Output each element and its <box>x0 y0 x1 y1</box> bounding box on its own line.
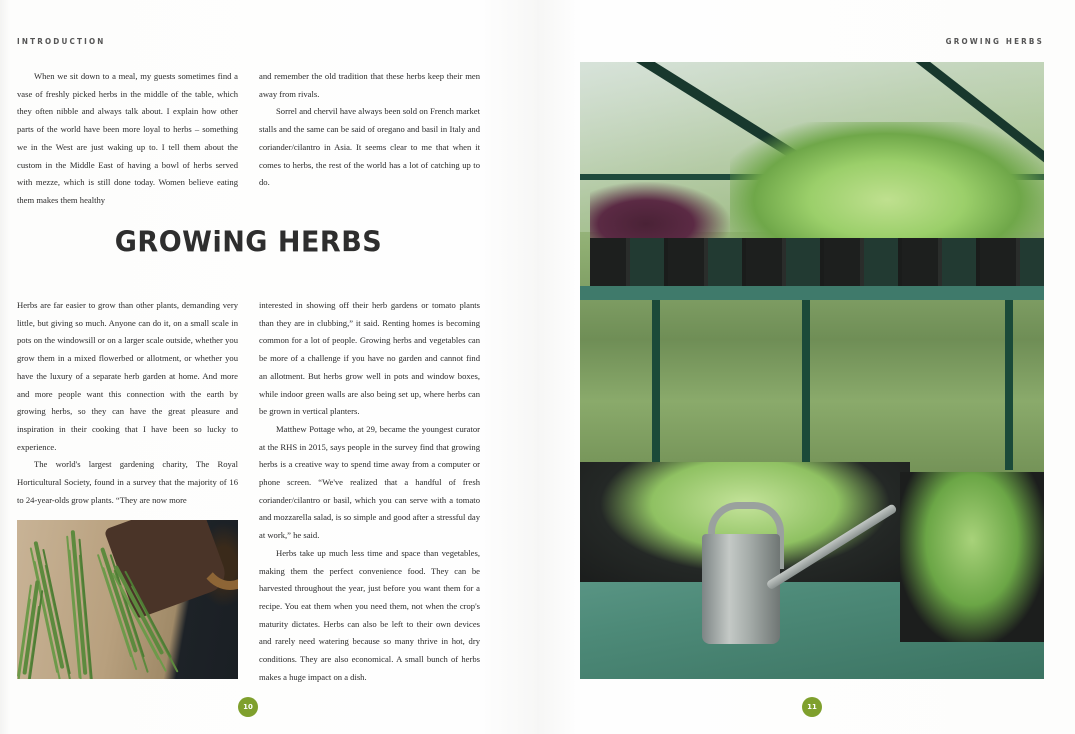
paragraph: Herbs are far easier to grow than other plants, demanding very little, but giving so much. Anyone can do it, on a small scale in pots on the windowsill or on a larger scale outside, whether you grow them in a mixed flowerbed or allotment, or whether you have the luxury of a separate herb garden at home. And more and more people want this connection with the earth by growing herbs, so they can have the great pleasure and inspiration in their cooking that I have been so lucky to experience. <box>17 300 238 452</box>
greenhouse-photo <box>580 62 1044 679</box>
green-herb-plants <box>730 122 1044 252</box>
greenhouse-frame-post <box>1005 300 1013 470</box>
intro-column-1 <box>17 68 238 210</box>
watering-can <box>702 534 780 644</box>
rosemary-sprig <box>34 541 65 669</box>
paragraph: Herbs take up much less time and space than vegetables, making them the perfect convenience food. They can be harvested throughout the year, just before you want them for a recipe. You eat them when you need them, not when the crop's maturity dictates. Herbs can also be left to their own devices and rarely need watering because so many thrive in hot, dry conditions. They are also economical. A small bunch of herbs makes a huge impact on a dish. <box>259 547 480 682</box>
rosemary-sprig <box>71 530 88 675</box>
page-number-badge-left: 10 <box>238 697 258 717</box>
section-heading: GROWiNG HERBS <box>114 226 383 259</box>
running-head-right: GROWING HERBS <box>945 37 1044 46</box>
body-column-2 <box>259 297 480 686</box>
body-column-1 <box>17 297 238 509</box>
upper-shelf-pots <box>590 238 1044 290</box>
paragraph: When we sit down to a meal, my guests sometimes find a vase of freshly picked herbs in the middle of the table, which they often nibble and always talk about. I explain how other parts of the world have been more loyal to herbs – something we in the West are just waking up to. I tell them about the custom in the Middle East of having a bowl of herbs served with mezze, which is still done today. Women believe eating them makes them healthy <box>17 71 238 205</box>
upper-shelf <box>580 286 1044 300</box>
paragraph: The world's largest gardening charity, The Royal Horticultural Society, found in a survey that the majority of 16 to 24-year-olds grow plants. “They are now more <box>17 459 238 505</box>
rosemary-photo <box>17 520 238 679</box>
paragraph: Matthew Pottage who, at 29, became the youngest curator at the RHS in 2015, says people in the survey find that growing herbs is a creative way to spend time away from a computer or phone screen. “We've realized that a handful of fresh coriander/cilantro or basil, which you can serve with a tomato and mozzarella salad, is so simple and good after a stressful day at work,” he said. <box>259 423 480 541</box>
left-page <box>0 0 537 734</box>
rosemary-sprig <box>22 580 39 675</box>
nasturtium-pots <box>900 472 1044 642</box>
page-number-badge-right: 11 <box>802 697 822 717</box>
paragraph: interested in showing off their herb gardens or tomato plants than they are in clubbing,” it said. Renting homes is becoming common for a lot of people. Growing herbs and vegetables can be more of a challenge if you have no garden and cannot find an allotment. But herbs grow well in pots and window boxes, while indoor green walls are also being set up, where herbs can be grown in vertical planters. <box>259 300 480 417</box>
paragraph: Sorrel and chervil have always been sold on French market stalls and the same can be said of oregano and basil in Italy and coriander/cilantro in Asia. It seems clear to me that when it comes to herbs, the rest of the world has a lot of catching up to do. <box>259 106 480 188</box>
running-head-left: INTRODUCTION <box>17 37 106 46</box>
intro-column-2 <box>259 68 480 192</box>
paragraph: and remember the old tradition that these herbs keep their men away from rivals. <box>259 71 480 99</box>
